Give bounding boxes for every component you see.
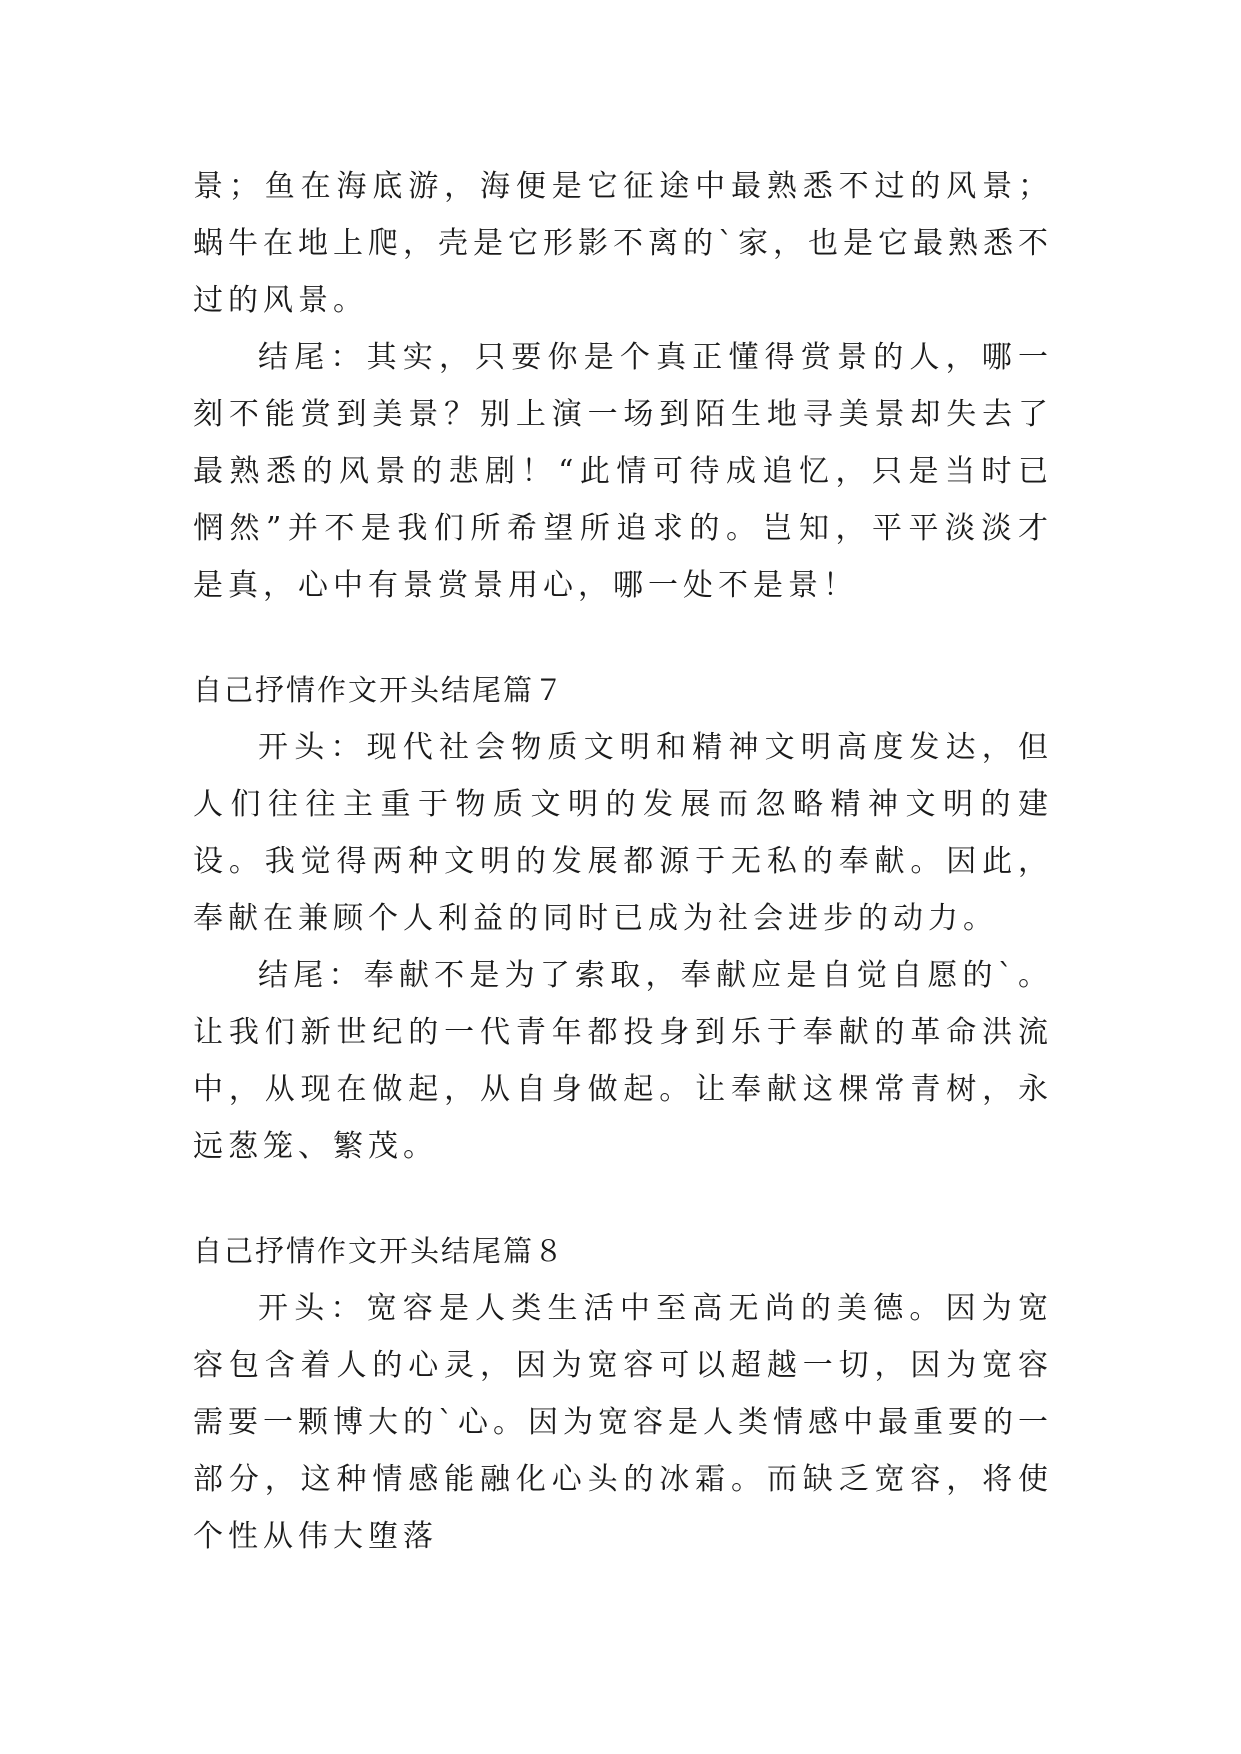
section-heading-7: 自己抒情作文开头结尾篇７ xyxy=(193,673,566,707)
document-body xyxy=(193,158,1053,1565)
paragraph-ending-1: 结尾：其实，只要你是个真正懂得赏景的人，哪一刻不能赏到美景？别上演一场到陌生地寻美景却失去了最熟悉的风景的悲剧！“此情可待成追忆，只是当时已惘然”并不是我们所希望所追求的。岂知，平平淡淡才是真，心中有景赏景用心，哪一处不是景！ xyxy=(193,340,1053,603)
paragraph-opening-8: 开头：宽容是人类生活中至高无尚的美德。因为宽容包含着人的心灵，因为宽容可以超越一切，因为宽容需要一颗博大的`心。因为宽容是人类情感中最重要的一部分，这种情感能融化心头的冰霜。而缺乏宽容，将使个性从伟大堕落 xyxy=(193,1291,1053,1554)
paragraph-continued: 景；鱼在海底游，海便是它征途中最熟悉不过的风景；蜗牛在地上爬，壳是它形影不离的`家，也是它最熟悉不过的风景。 xyxy=(193,169,1053,318)
section-heading-8: 自己抒情作文开头结尾篇８ xyxy=(193,1234,566,1268)
section-spacer xyxy=(193,1175,1053,1223)
section-spacer xyxy=(193,614,1053,662)
paragraph-ending-7: 结尾：奉献不是为了索取，奉献应是自觉自愿的`。让我们新世纪的一代青年都投身到乐于奉献的革命洪流中，从现在做起，从自身做起。让奉献这棵常青树，永远葱笼、繁茂。 xyxy=(193,958,1053,1164)
paragraph-opening-7: 开头：现代社会物质文明和精神文明高度发达，但人们往往主重于物质文明的发展而忽略精神文明的建设。我觉得两种文明的发展都源于无私的奉献。因此，奉献在兼顾个人利益的同时已成为社会进步的动力。 xyxy=(193,730,1053,936)
